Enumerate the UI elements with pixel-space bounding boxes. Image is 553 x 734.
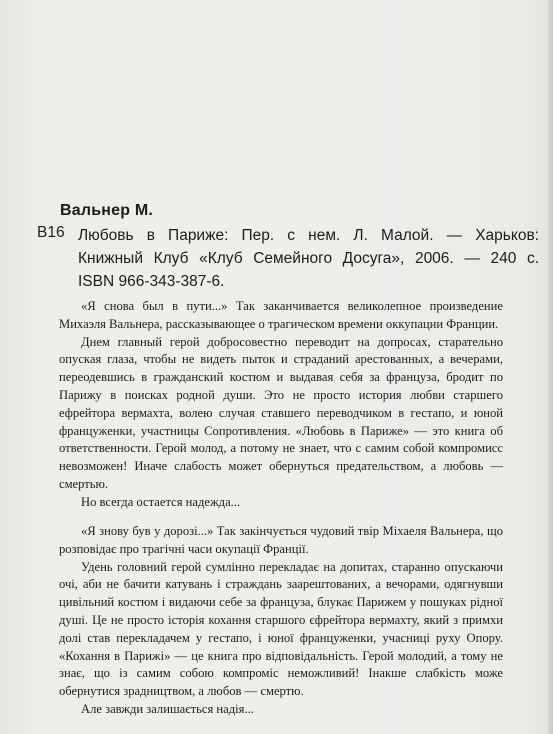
bib-line-isbn: ISBN 966-343-387-6. xyxy=(78,273,225,290)
page-edge xyxy=(548,0,553,734)
annotation-paragraph: Днем главный герой добросовестно переводит на допросах, старательно опуская глаза, чтобы не видеть пыток и страданий арестованных, а вечерами, переодевшись в гражданский костюм и выдавая себя за француза, бродит по Парижу в поисках родной души. Это не просто история любви старшего ефрейтора вермахта, волею случая ставшего переводчиком в гестапо, и юной француженки, участницы Сопротивления. «Любовь в Париже» — это книга об ответственности. Герой молод, а потому не знает, что с самим собой компромисс невозможен! Иначе слабость может обернуться предательством, а любовь — смертью. xyxy=(59,334,503,491)
bib-line-publisher: Книжный Клуб «Клуб Семейного Досуга», 2006. — 240 с. xyxy=(78,250,539,267)
annotation-paragraph: Но всегда остается надежда... xyxy=(81,494,241,509)
author-name: Вальнер М. xyxy=(60,202,154,219)
annotation-paragraph: Удень головний герой сумлінно перекладає на допитах, старанно опускаючи очі, аби не бачити катувань і страждань заарештованих, а вечорами, одягнувши цивільний костюм і видаючи себе за француза, блукає Парижем у пошуках рідної душі. Це не просто історія кохання старшого єфрейтора вермахту, який з примхи долі став перекладачем у гестапо, і юної француженки, учасниці руху Опору. «Кохання в Парижі» — це книга про відповідальність. Герой молодий, а тому не знає, що із самим собою компроміс неможливий! Інакше слабкість може обернутися зрадництвом, а любов — смертю. xyxy=(59,559,503,699)
bib-line-title: Любовь в Париже: Пер. с нем. Л. Малой. — Харьков: xyxy=(78,227,539,244)
annotation-paragraph: «Я снова был в пути...» Так заканчивается великолепное произведение Михаэля Вальнера, рассказывающее о трагическом времени оккупации Франции. xyxy=(59,299,503,331)
annotation-russian xyxy=(59,298,503,512)
annotation-paragraph: «Я знову був у дорозі...» Так закінчується чудовий твір Міхаеля Вальнера, що розповідає про трагічні часи окупації Франції. xyxy=(59,524,503,556)
annotation-ukrainian xyxy=(59,523,503,719)
bibliographic-description xyxy=(78,224,539,293)
annotation-paragraph: Але завжди залишається надія... xyxy=(81,701,254,716)
classification-code: В16 xyxy=(37,224,65,241)
